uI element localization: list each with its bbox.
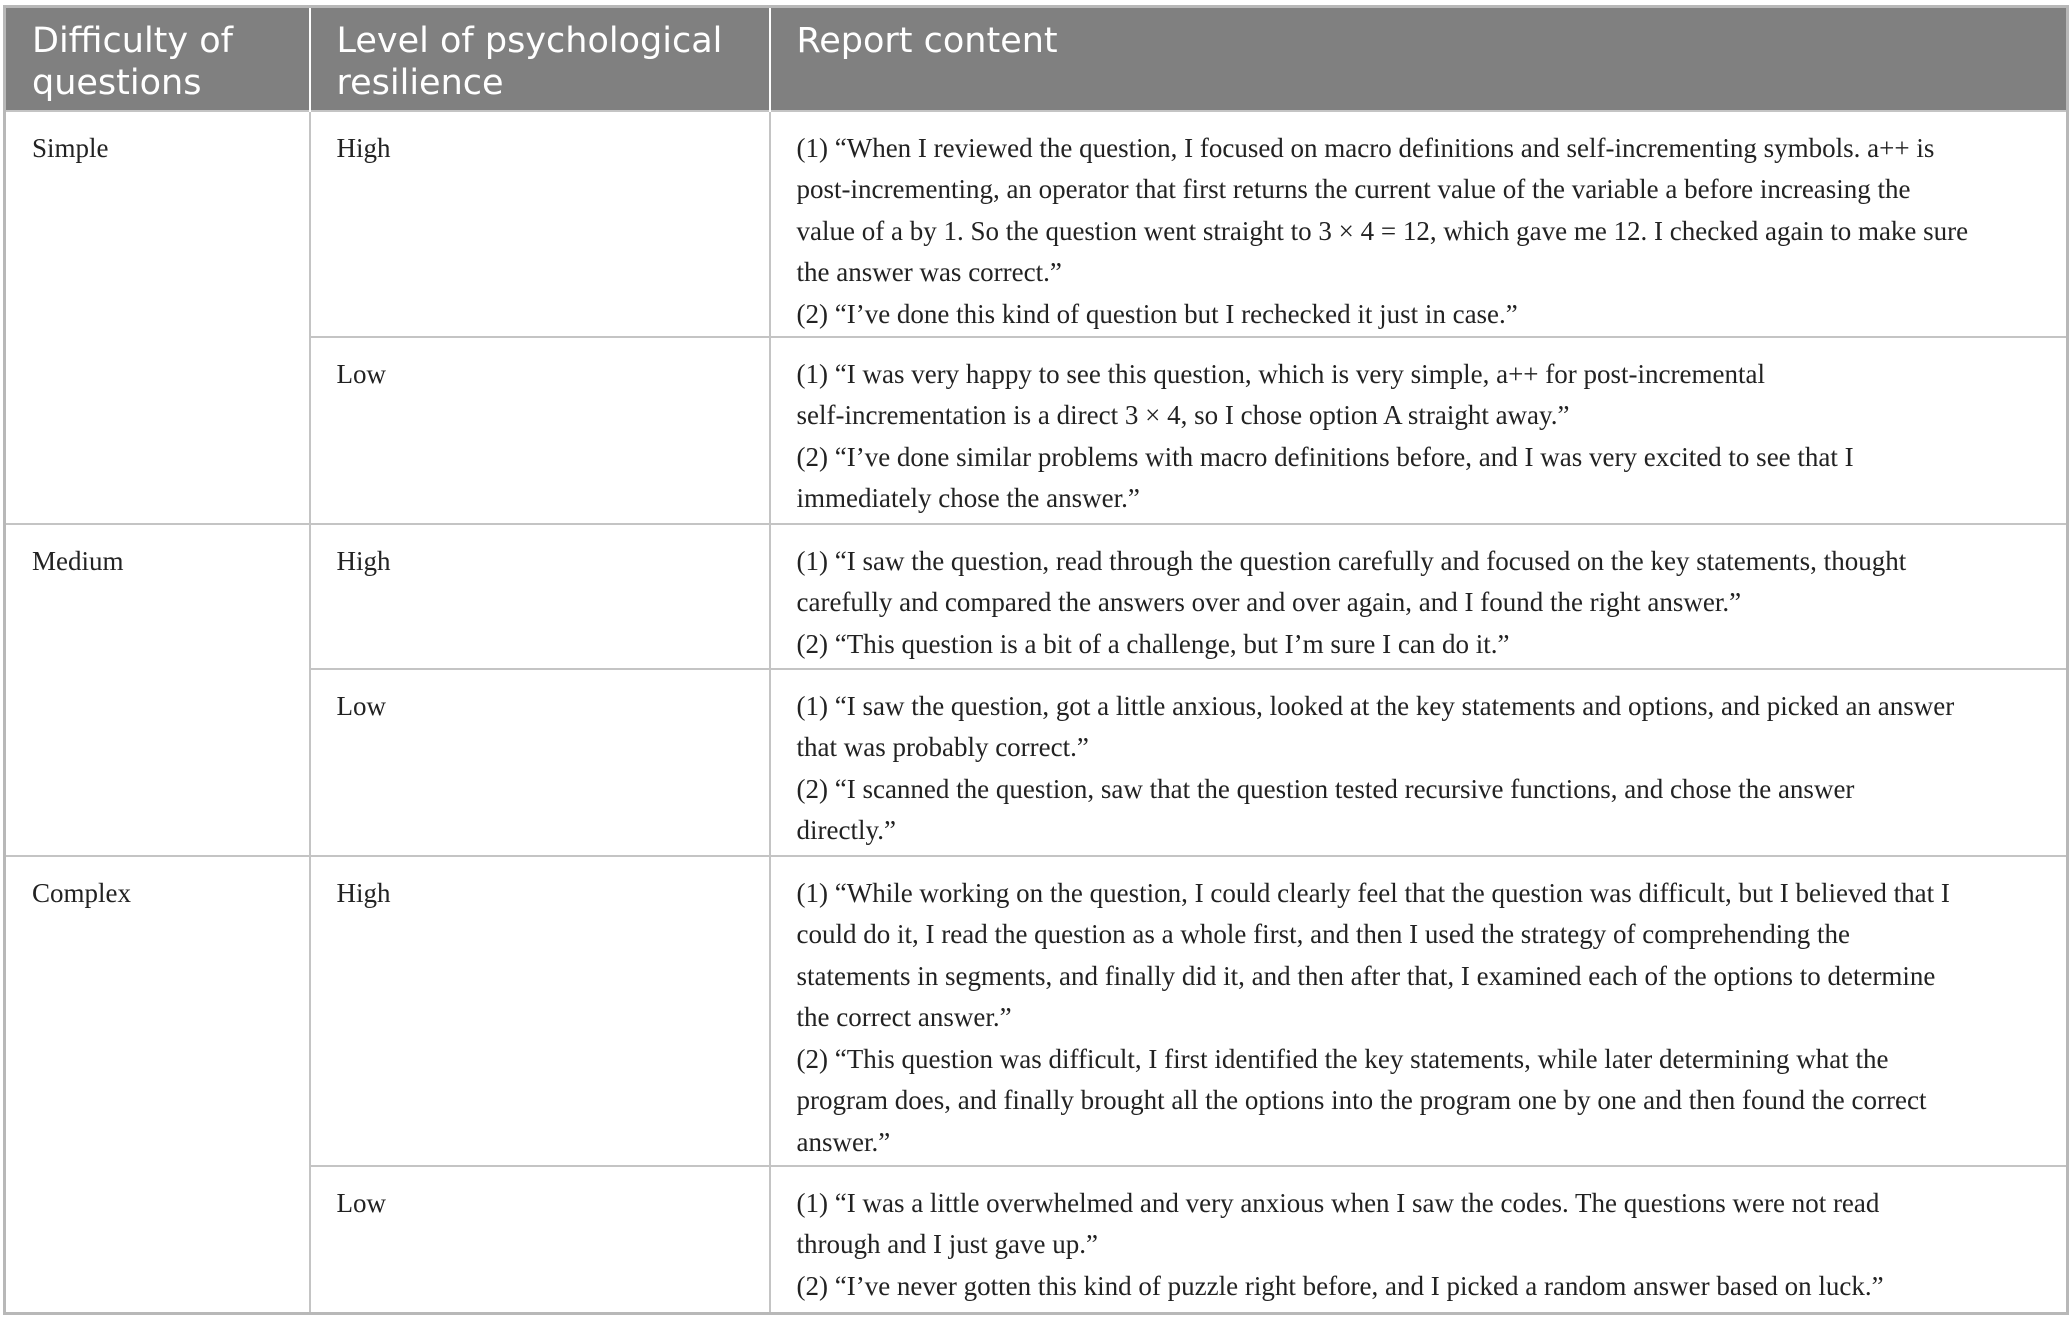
report-content-cell [770, 1166, 2068, 1314]
report-line: program does, and finally brought all the options into the program one by one and then found the correct [796, 1085, 1927, 1116]
header-line: resilience [336, 63, 504, 103]
header-line: Report content [796, 21, 1058, 61]
table-row [5, 111, 2068, 337]
resilience-level-cell: Low [310, 1166, 770, 1314]
report-line: post-incrementing, an operator that first returns the current value of the variable a before increasing the [796, 174, 1911, 205]
report-line: answer.” [796, 1127, 891, 1158]
resilience-level-cell: Low [310, 337, 770, 524]
table-row [5, 337, 2068, 524]
report-line: (1) “I saw the question, read through the question carefully and focused on the key statements, thought [796, 545, 1907, 576]
report-line: (1) “I was very happy to see this question, which is very simple, a++ for post-incremental [796, 358, 1765, 389]
report-line: immediately chose the answer.” [796, 483, 1140, 514]
report-content-cell [770, 524, 2068, 669]
report-content-cell [770, 856, 2068, 1166]
report-line: through and I just gave up.” [796, 1229, 1098, 1260]
report-line: (2) “This question was difficult, I first identified the key statements, while later determining what the [796, 1043, 1889, 1074]
report-line: (1) “When I reviewed the question, I focused on macro definitions and self-incrementing symbols. a++ is [796, 132, 1935, 163]
table-header [5, 7, 2068, 111]
report-line: the correct answer.” [796, 1002, 1012, 1033]
report-line: (2) “I’ve done this kind of question but I rechecked it just in case.” [796, 298, 1518, 329]
table-row [5, 524, 2068, 669]
table-row [5, 669, 2068, 856]
report-line: the answer was correct.” [796, 257, 1062, 288]
report-content-cell [770, 669, 2068, 856]
header-row [5, 7, 2068, 111]
report-line: (2) “I’ve done similar problems with macro definitions before, and I was very excited to see that I [796, 441, 1854, 472]
header-line: Level of psychological [336, 21, 723, 61]
report-line: (2) “I’ve never gotten this kind of puzzle right before, and I picked a random answer based on luck.” [796, 1270, 1884, 1301]
report-line: carefully and compared the answers over and over again, and I found the right answer.” [796, 587, 1742, 618]
table-row [5, 1166, 2068, 1314]
header-line: Difficulty of [32, 21, 233, 61]
header-report-content [770, 7, 2068, 111]
difficulty-cell: Complex [5, 856, 310, 1314]
resilience-level-cell: High [310, 524, 770, 669]
report-line: that was probably correct.” [796, 732, 1089, 763]
report-line: self-incrementation is a direct 3 × 4, so I chose option A straight away.” [796, 400, 1570, 431]
header-resilience-level [310, 7, 770, 111]
report-line: directly.” [796, 815, 896, 846]
report-line: value of a by 1. So the question went straight to 3 × 4 = 12, which gave me 12. I checked again to make sure [796, 215, 1969, 246]
header-line: questions [32, 63, 202, 103]
report-line: (2) “This question is a bit of a challenge, but I’m sure I can do it.” [796, 628, 1510, 659]
difficulty-cell: Simple [5, 111, 310, 524]
resilience-level-cell: High [310, 856, 770, 1166]
report-line: (1) “While working on the question, I could clearly feel that the question was difficult, but I believed that I [796, 877, 1950, 908]
report-content-cell [770, 337, 2068, 524]
table-row [5, 856, 2068, 1166]
report-content-cell [770, 111, 2068, 337]
resilience-level-cell: High [310, 111, 770, 337]
report-line: (1) “I was a little overwhelmed and very anxious when I saw the codes. The questions were not read [796, 1187, 1880, 1218]
report-table [3, 5, 2069, 1315]
report-line: (2) “I scanned the question, saw that the question tested recursive functions, and chose the answer [796, 773, 1855, 804]
report-line: statements in segments, and finally did it, and then after that, I examined each of the options to determine [796, 960, 1936, 991]
report-line: (1) “I saw the question, got a little anxious, looked at the key statements and options, and picked an answer [796, 690, 1955, 721]
header-difficulty [5, 7, 310, 111]
resilience-level-cell: Low [310, 669, 770, 856]
difficulty-cell: Medium [5, 524, 310, 856]
report-line: could do it, I read the question as a whole first, and then I used the strategy of comprehending the [796, 919, 1850, 950]
table-body [5, 111, 2068, 1314]
